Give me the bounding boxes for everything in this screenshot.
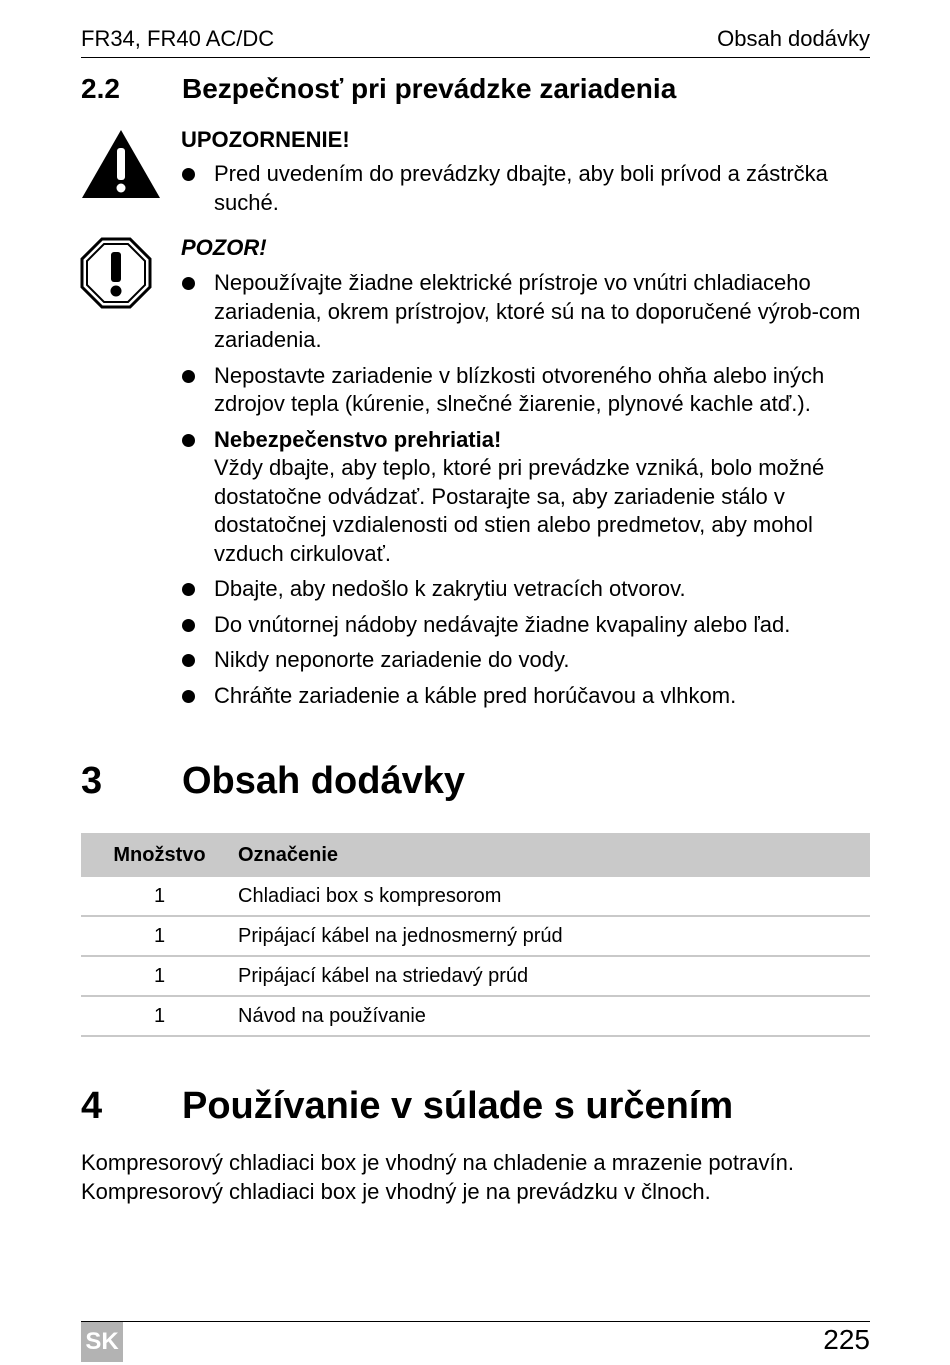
warning-list <box>181 160 871 224</box>
table-row <box>81 877 870 916</box>
designation-cell: Návod na používanie <box>238 996 870 1036</box>
column-header-quantity: Množstvo <box>81 833 238 877</box>
header-doc-title: FR34, FR40 AC/DC <box>81 26 275 51</box>
section-4-heading <box>81 1085 734 1128</box>
caution-item-text: Chráňte zariadenie a káble pred horúčavou a vlhkom. <box>214 682 737 708</box>
language-badge: SK <box>81 1322 123 1362</box>
table-header-row <box>81 833 870 877</box>
caution-octagon-icon <box>80 237 152 309</box>
caution-item <box>181 362 871 419</box>
section-title: Obsah dodávky <box>182 760 465 802</box>
caution-list <box>181 269 871 717</box>
section-3-heading <box>81 760 465 803</box>
quantity-cell: 1 <box>81 916 238 956</box>
section-number: 2.2 <box>81 73 120 104</box>
designation-cell: Pripájací kábel na striedavý prúd <box>238 956 870 996</box>
caution-item-text: Nepostavte zariadenie v blízkosti otvoreného ohňa alebo iných zdrojov tepla (kúrenie, slnečné žiarenie, plynové kachle atď.). <box>214 362 825 416</box>
paragraph-line: Kompresorový chladiaci box je vhodný na chladenie a mrazenie potravín. <box>81 1150 794 1175</box>
caution-item-text: Dbajte, aby nedošlo k zakrytiu vetracích otvorov. <box>214 576 686 601</box>
section-number: 3 <box>81 760 103 802</box>
caution-label: POZOR! <box>181 235 267 260</box>
section-number: 4 <box>81 1085 103 1127</box>
warning-label: UPOZORNENIE! <box>181 127 350 152</box>
caution-item-text: Nikdy neponorte zariadenie do vody. <box>214 647 570 672</box>
caution-item-text: Vždy dbajte, aby teplo, ktoré pri prevádzke vzniká, bolo možné dostatočne odvádzať. Postarajte sa, aby zariadenie stálo v dostatočnej vzdialenosti od stien alebo predmetov, aby mohol vzduch cirkulovať. <box>214 455 825 566</box>
designation-cell: Chladiaci box s kompresorom <box>238 877 870 916</box>
quantity-cell: 1 <box>81 956 238 996</box>
table-row <box>81 916 870 956</box>
header-rule <box>81 57 870 58</box>
contents-table <box>81 833 870 1037</box>
caution-item <box>181 646 871 675</box>
header-section-title: Obsah dodávky <box>717 26 870 51</box>
table-row <box>81 996 870 1036</box>
column-header-designation: Označenie <box>238 833 870 877</box>
section-title: Bezpečnosť pri prevádzke zariadenia <box>182 73 677 104</box>
caution-item <box>181 611 871 640</box>
footer-rule <box>81 1321 870 1322</box>
section-4-paragraph <box>81 1149 881 1206</box>
caution-item-text: Do vnútornej nádoby nedávajte žiadne kvapaliny alebo ľad. <box>214 611 791 637</box>
quantity-cell: 1 <box>81 877 238 916</box>
caution-item <box>181 426 871 569</box>
caution-item-text: Nepoužívajte žiadne elektrické prístroje vo vnútri chladiaceho zariadenia, okrem prístrojov, ktoré sú na to doporučené výrob-com zariadenia. <box>214 270 861 352</box>
page-number: 225 <box>823 1324 870 1355</box>
quantity-cell: 1 <box>81 996 238 1036</box>
section-title: Používanie v súlade s určením <box>182 1085 734 1127</box>
designation-cell: Pripájací kábel na jednosmerný prúd <box>238 916 870 956</box>
warning-item: Pred uvedením do prevádzky dbajte, aby boli prívod a zástrčka suché. <box>181 160 871 217</box>
caution-item <box>181 269 871 355</box>
paragraph-line: Kompresorový chladiaci box je vhodný je na prevádzku v člnoch. <box>81 1178 711 1204</box>
table-row <box>81 956 870 996</box>
caution-item <box>181 682 871 711</box>
caution-item <box>181 575 871 604</box>
warning-triangle-icon <box>80 128 162 200</box>
caution-item-heading: Nebezpečenstvo prehriatia! <box>214 426 502 452</box>
